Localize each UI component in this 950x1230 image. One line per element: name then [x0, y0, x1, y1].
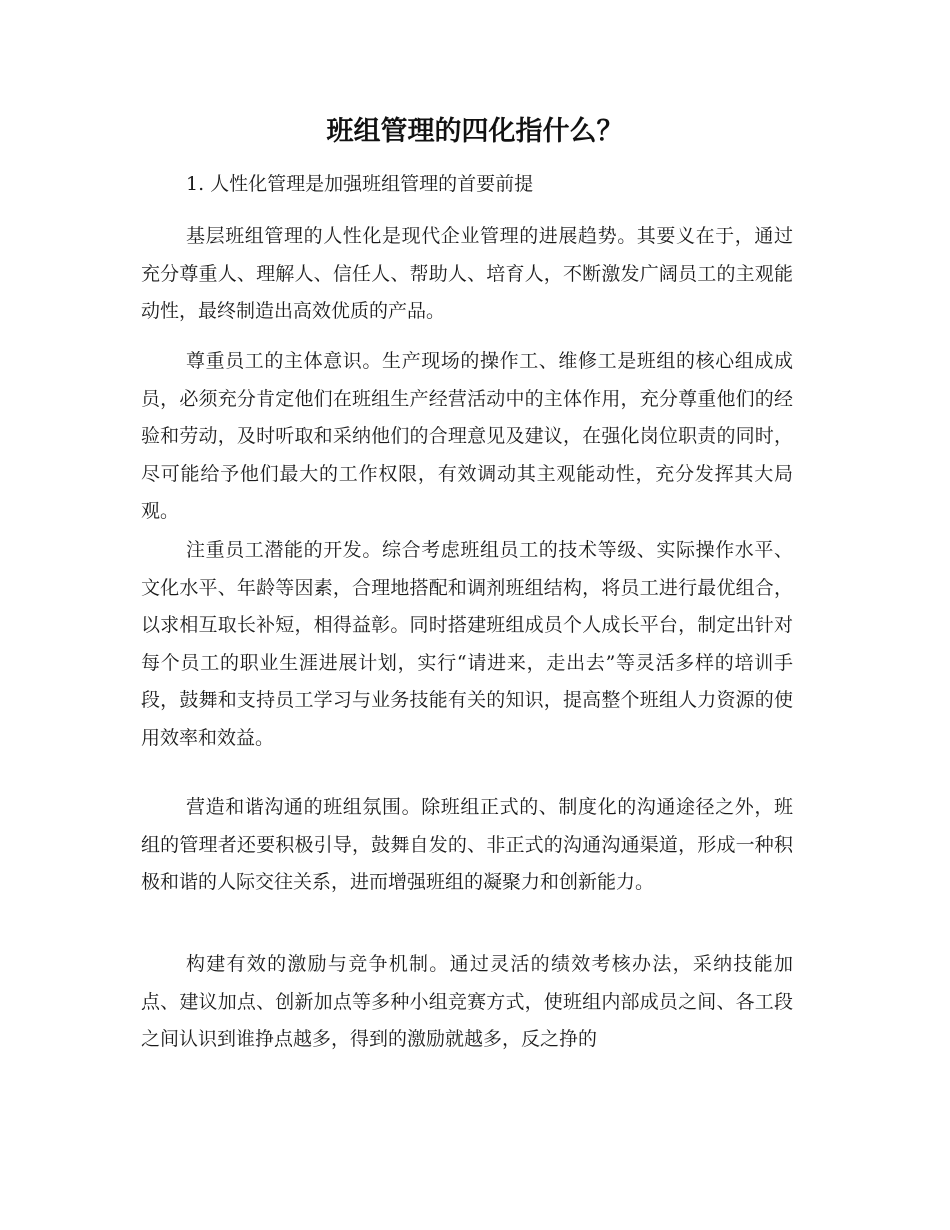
paragraph-harmonious-communication: 营造和谐沟通的班组氛围。除班组正式的、制度化的沟通途径之外，班组的管理者还要积极引导，鼓舞自发的、非正式的沟通沟通渠道，形成一种积极和谐的人际交往关系，进而增强班组的凝聚力和创新能力。: [141, 796, 793, 894]
paragraph-intro: 基层班组管理的人性化是现代企业管理的进展趋势。其要义在于，通过充分尊重人、理解人、信任人、帮助人、培育人，不断激发广阔员工的主观能动性，最终制造出高效优质的产品。: [141, 225, 793, 323]
paragraph-incentive-mechanism: 构建有效的激励与竞争机制。通过灵活的绩效考核办法，采纳技能加点、建议加点、创新加点等多种小组竞赛方式，使班组内部成员之间、各工段之间认识到谁挣点越多，得到的激励就越多，反之挣的: [141, 953, 793, 1051]
page-title: 班组管理的四化指什么？: [326, 116, 624, 147]
paragraph-respect-subject: 尊重员工的主体意识。生产现场的操作工、维修工是班组的核心组成成员，必须充分肯定他们在班组生产经营活动中的主体作用，充分尊重他们的经验和劳动，及时听取和采纳他们的合理意见及建议，在强化岗位职责的同时，尽可能给予他们最大的工作权限，有效调动其主观能动性，充分发挥其大局观。: [141, 350, 793, 523]
section-heading: 1. 人性化管理是加强班组管理的首要前提: [186, 173, 534, 195]
paragraph-potential-development: 注重员工潜能的开发。综合考虑班组员工的技术等级、实际操作水平、文化水平、年龄等因素，合理地搭配和调剂班组结构，将员工进行最优组合，以求相互取长补短，相得益彰。同时搭建班组成员个人成长平台，制定出针对每个员工的职业生涯进展计划，实行“请进来，走出去”等灵活多样的培训手段，鼓舞和支持员工学习与业务技能有关的知识，提高整个班组人力资源的使用效率和效益。: [141, 539, 793, 749]
